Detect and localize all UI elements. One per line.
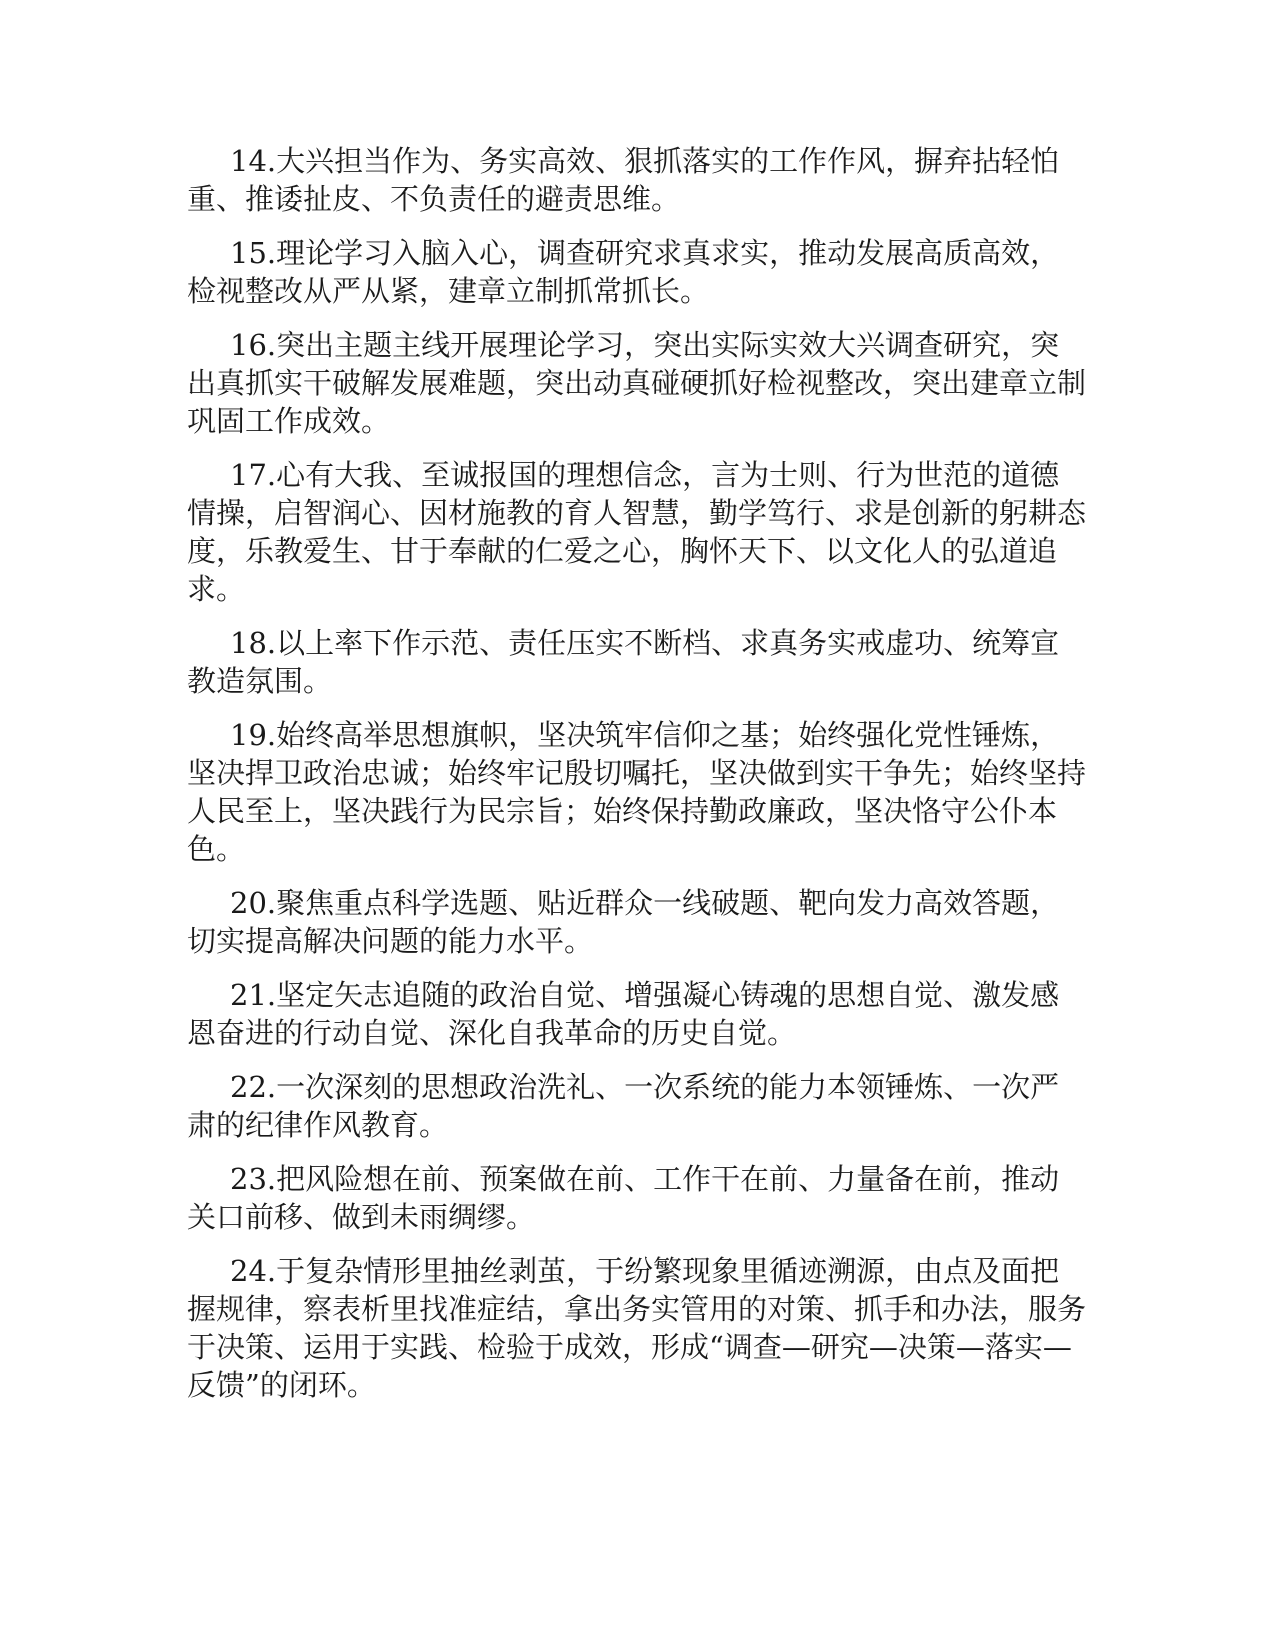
paragraph-17: 17.心有大我、至诚报国的理想信念，言为士则、行为世范的道德情操，启智润心、因材施教的育人智慧，勤学笃行、求是创新的躬耕态度，乐教爱生、甘于奉献的仁爱之心，胸怀天下、以文化人的弘道追求。 — [187, 458, 1087, 606]
paragraph-24: 24.于复杂情形里抽丝剥茧，于纷繁现象里循迹溯源，由点及面把握规律，察表析里找准症结，拿出务实管用的对策、抓手和办法，服务于决策、运用于实践、检验于成效，形成“调查—研究—决策—落实—反馈”的闭环。 — [187, 1254, 1087, 1402]
paragraph-22: 22.一次深刻的思想政治洗礼、一次系统的能力本领锤炼、一次严肃的纪律作风教育。 — [187, 1070, 1060, 1142]
paragraph-21: 21.坚定矢志追随的政治自觉、增强凝心铸魂的思想自觉、激发感恩奋进的行动自觉、深化自我革命的历史自觉。 — [187, 978, 1060, 1050]
paragraph-15: 15.理论学习入脑入心，调查研究求真求实，推动发展高质高效，检视整改从严从紧，建章立制抓常抓长。 — [187, 236, 1060, 308]
document-body — [187, 142, 1087, 1420]
paragraph-18: 18.以上率下作示范、责任压实不断档、求真务实戒虚功、统筹宣教造氛围。 — [187, 626, 1060, 698]
paragraph-14: 14.大兴担当作为、务实高效、狠抓落实的工作作风，摒弃拈轻怕重、推诿扯皮、不负责任的避责思维。 — [187, 144, 1060, 216]
paragraph-19: 19.始终高举思想旗帜，坚决筑牢信仰之基；始终强化党性锤炼，坚决捍卫政治忠诚；始终牢记殷切嘱托，坚决做到实干争先；始终坚持人民至上，坚决践行为民宗旨；始终保持勤政廉政，坚决恪守公仆本色。 — [187, 718, 1087, 866]
paragraph-20: 20.聚焦重点科学选题、贴近群众一线破题、靶向发力高效答题，切实提高解决问题的能力水平。 — [187, 886, 1060, 958]
paragraph-23: 23.把风险想在前、预案做在前、工作干在前、力量备在前，推动关口前移、做到未雨绸缪。 — [187, 1162, 1060, 1234]
paragraph-16: 16.突出主题主线开展理论学习，突出实际实效大兴调查研究，突出真抓实干破解发展难题，突出动真碰硬抓好检视整改，突出建章立制巩固工作成效。 — [187, 328, 1087, 438]
